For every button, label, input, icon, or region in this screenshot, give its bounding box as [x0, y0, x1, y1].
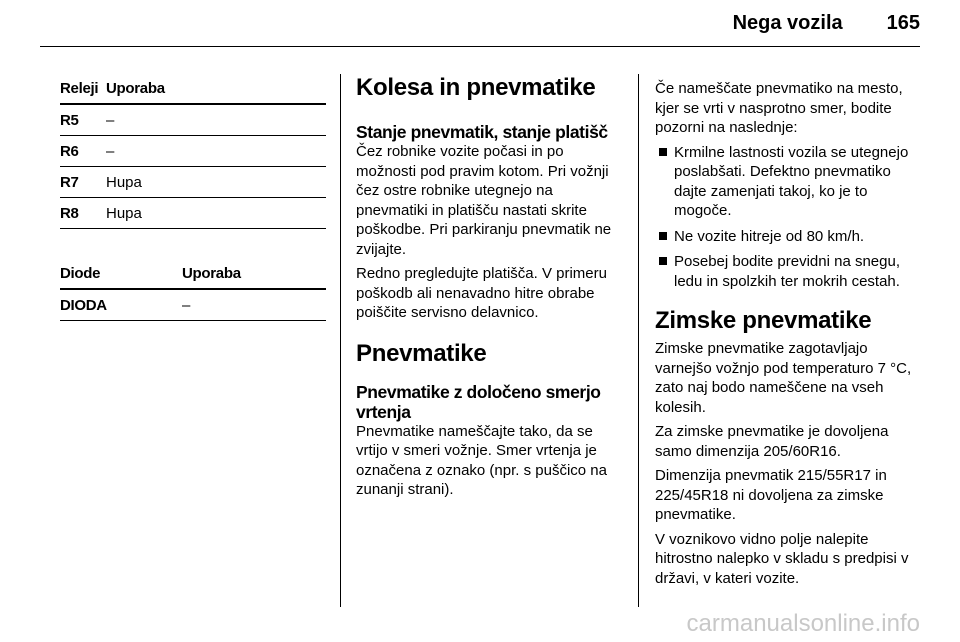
list-item: Posebej bodite previdni na snegu, ledu in spolzkih ter mokrih cestah.	[655, 252, 925, 291]
section-heading-tyres: Pnevmatike	[356, 339, 487, 367]
paragraph: V voznikovo vidno polje nalepite hitrostno nalepko v skladu s predpisi v državi, v kateri vozite.	[655, 530, 909, 587]
diode-table	[60, 259, 326, 321]
section-heading-winter: Zimske pnevmatike	[655, 307, 872, 334]
relay-id: R6	[60, 136, 106, 167]
column-header-use: Uporaba	[106, 74, 326, 104]
paragraph: Zimske pnevmatike zagotavljajo varnejšo vožnjo pod temperaturo 7 °C, zato naj bodo nameščene na vseh kolesih.	[655, 340, 912, 416]
column-divider	[340, 74, 341, 607]
bullet-square-icon	[659, 148, 667, 156]
page-header	[40, 0, 920, 47]
page-number: 165	[886, 11, 920, 34]
relay-table	[60, 74, 326, 229]
table-row	[60, 167, 326, 198]
bullet-square-icon	[659, 232, 667, 240]
watermark: carmanualsonline.info	[686, 610, 920, 637]
column-header-diode: Diode	[60, 259, 182, 289]
column-divider	[638, 74, 639, 607]
relay-use: Hupa	[106, 167, 326, 198]
column-header-use: Uporaba	[182, 259, 326, 289]
table-row	[60, 198, 326, 229]
bullet-square-icon	[659, 257, 667, 265]
middle-column	[356, 74, 626, 500]
paragraph: Pnevmatike nameščajte tako, da se vrtijo v smeri vožnje. Smer vrtenja je označena z oznako (npr. s puščico na zunanji strani).	[356, 422, 607, 498]
paragraph: Redno pregledujte platišča. V primeru poškodb ali nenavadno hitre obrabe poiščite servisno delavnico.	[356, 265, 607, 321]
list-item: Ne vozite hitreje od 80 km/h.	[655, 227, 925, 247]
right-column	[655, 79, 925, 588]
column-header-relay: Releji	[60, 74, 106, 104]
list-item: Krmilne lastnosti vozila se utegnejo poslabšati. Defektno pnevmatiko dajte zamenjati takoj, ko je to mogoče.	[655, 143, 925, 221]
table-header-row	[60, 259, 326, 289]
diode-id: DIODA	[60, 289, 182, 321]
paragraph: Za zimske pnevmatike je dovoljena samo dimenzija 205/60R16.	[655, 423, 889, 460]
section-heading-wheels: Kolesa in pnevmatike	[356, 74, 596, 101]
subheading-state: Stanje pnevmatik, stanje platišč	[356, 122, 608, 142]
relay-id: R7	[60, 167, 106, 198]
relay-id: R8	[60, 198, 106, 229]
subheading-direction: Pnevmatike z določeno smerjo vrtenja	[356, 381, 601, 422]
table-row	[60, 136, 326, 167]
relay-use: Hupa	[106, 198, 326, 229]
relay-use: –	[106, 104, 326, 136]
page-title: Nega vozila	[732, 11, 843, 34]
paragraph: Čez robnike vozite počasi in po možnosti pod pravim kotom. Pri vožnji čez ostre robnike utegnejo na pnevmatiki in platišču nastati skrite poškodbe. Pri parkiranju pnevmatik ne zvijajte.	[356, 143, 612, 258]
diode-use: –	[182, 289, 326, 321]
relay-use: –	[106, 136, 326, 167]
table-header-row	[60, 74, 326, 104]
bullet-list	[655, 143, 925, 292]
relay-id: R5	[60, 104, 106, 136]
paragraph: Če nameščate pnevmatiko na mesto, kjer se vrti v nasprotno smer, bodite pozorni na naslednje:	[655, 80, 903, 136]
paragraph: Dimenzija pnevmatik 215/55R17 in 225/45R18 ni dovoljena za zimske pnevmatike.	[655, 467, 887, 523]
table-row	[60, 104, 326, 136]
table-row	[60, 289, 326, 321]
left-column	[60, 74, 326, 321]
